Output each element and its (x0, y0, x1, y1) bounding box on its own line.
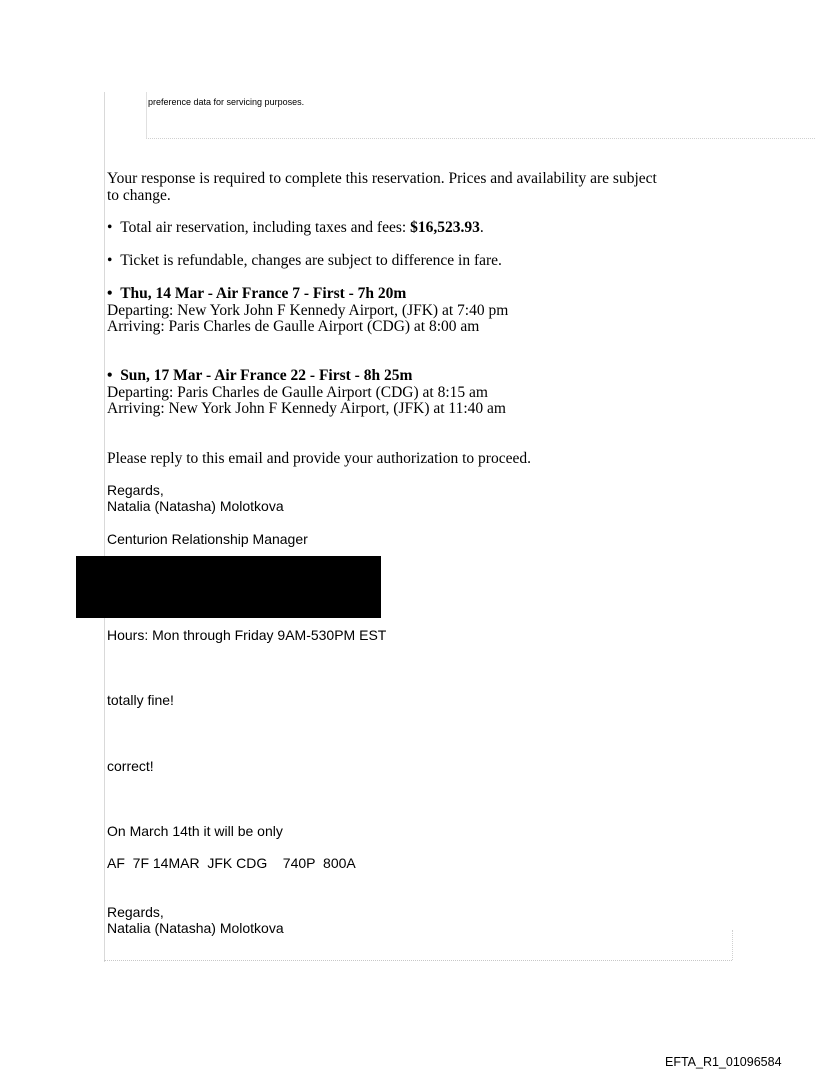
flight-2-header (107, 367, 412, 384)
reply-flight-code: AF 7F 14MAR JFK CDG 740P 800A (107, 855, 356, 871)
reply-march-note: On March 14th it will be only (107, 823, 283, 839)
redaction-block (76, 556, 381, 618)
reply-regards: Regards, (107, 904, 164, 920)
intro-line-1: Your response is required to complete this reservation. Prices and availability are subject (107, 170, 657, 187)
thread-bottom-rule (104, 960, 732, 961)
bullet-dot-icon: • (107, 285, 121, 302)
flight-1-departing: Departing: New York John F Kennedy Airport, (JFK) at 7:40 pm (107, 302, 509, 319)
flight-2-arriving: Arriving: New York John F Kennedy Airport, (JFK) at 11:40 am (107, 400, 506, 417)
intro-line-2: to change. (107, 187, 171, 204)
flight-2-header-text: Sun, 17 Mar - Air France 22 - First - 8h 25m (120, 367, 413, 384)
reply-totally-fine: totally fine! (107, 692, 174, 708)
bullet-dot-icon: • (107, 252, 121, 269)
signature-regards: Regards, (107, 482, 164, 498)
reply-name: Natalia (Natasha) Molotkova (107, 920, 284, 936)
document-id: EFTA_R1_01096584 (665, 1055, 782, 1069)
total-suffix: . (479, 219, 484, 236)
reply-request: Please reply to this email and provide your authorization to proceed. (107, 450, 531, 467)
total-bullet (107, 219, 484, 236)
bullet-dot-icon: • (107, 219, 121, 236)
thread-left-rule (104, 92, 105, 962)
bullet-dot-icon: • (107, 367, 121, 384)
total-prefix: Total air reservation, including taxes and fees: (120, 219, 411, 236)
flight-2-departing: Departing: Paris Charles de Gaulle Airport (CDG) at 8:15 am (107, 384, 488, 401)
flight-1-header-text: Thu, 14 Mar - Air France 7 - First - 7h 20m (120, 285, 407, 302)
refund-text: Ticket is refundable, changes are subject to difference in fare. (120, 252, 502, 269)
signature-name: Natalia (Natasha) Molotkova (107, 498, 284, 514)
flight-1-arriving: Arriving: Paris Charles de Gaulle Airport (CDG) at 8:00 am (107, 318, 480, 335)
quoted-snippet: preference data for servicing purposes. (148, 97, 305, 107)
thread-right-rule (732, 930, 733, 960)
flight-1-header (107, 285, 406, 302)
total-amount: $16,523.93 (410, 219, 480, 236)
reply-correct: correct! (107, 758, 154, 774)
refund-bullet (107, 252, 502, 269)
signature-hours: Hours: Mon through Friday 9AM-530PM EST (107, 627, 387, 643)
signature-title: Centurion Relationship Manager (107, 531, 308, 547)
